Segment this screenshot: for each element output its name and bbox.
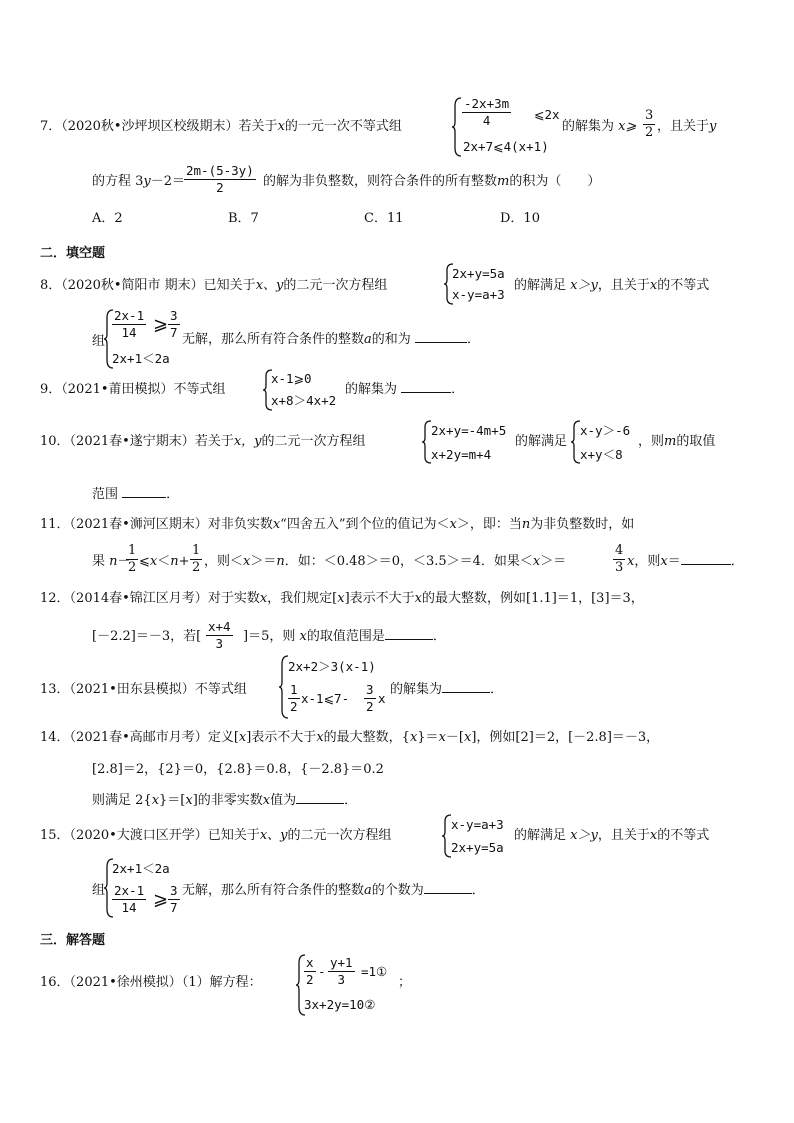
q13-answer-blank[interactable] bbox=[442, 692, 490, 693]
q14-answer-blank[interactable] bbox=[296, 803, 344, 804]
q7-ineq1-fraction: $\frac{-2x+3m}{4}$ bbox=[464, 96, 510, 128]
q8-eq2: x-y=a+3 bbox=[452, 287, 505, 302]
q9-tail: 的解集为 ． bbox=[345, 382, 465, 397]
section-fill-in: 二．填空题 bbox=[40, 246, 106, 261]
q8-line1-tail: 的解满足 x＞y，且关于x的不等式 bbox=[514, 278, 710, 293]
q16-y-plus-1-over-3: $\frac{y+1}{3}$ bbox=[330, 955, 353, 987]
q13-line: 13．（2021•田东县模拟）不等式组 bbox=[40, 682, 247, 697]
q11-answer-blank[interactable] bbox=[681, 564, 731, 565]
q16-x-over-2: $\frac{x}{2}$ bbox=[306, 955, 314, 987]
q7-ineq1-relation: ⩽2x bbox=[534, 107, 560, 122]
q16-line: 16．（2021•徐州模拟）（1）解方程： bbox=[40, 975, 262, 990]
q7-equation-fraction: $\frac{2m-(5-3y)}{2}$ bbox=[186, 163, 254, 195]
q10-line1: 10．（2021春•遂宁期末）若关于x，y的二元一次方程组 bbox=[40, 434, 366, 449]
q9-line: 9．（2021•莆田模拟）不等式组 bbox=[40, 382, 226, 397]
q7-ineq2: 2x+7⩽4(x+1) bbox=[463, 139, 549, 154]
q7-option-b[interactable]: B．7 bbox=[228, 211, 259, 226]
q8-zu: 组 bbox=[92, 334, 106, 349]
q12-line2-b: ]＝5，则 x的取值范围是 ． bbox=[243, 629, 446, 644]
q8-eq1: 2x+y=5a bbox=[452, 266, 505, 281]
q8-ineq1-relation: ⩾ bbox=[153, 314, 169, 335]
q11-line1: 11．（2021春•浉河区期末）对非负实数x“四舍五入”到个位的值记为＜x＞，即：当n为非负整数时，如 bbox=[40, 517, 635, 532]
q14-line2: [2.8]＝2，{2}＝0，{2.8}＝0.8，{－2.8}＝0.2 bbox=[92, 762, 384, 777]
q11-line2-c: ，则＜x＞＝n．如：＜0.48＞＝0，＜3.5＞＝4．如果＜x＞＝ bbox=[204, 554, 567, 569]
q7-option-d[interactable]: D．10 bbox=[500, 211, 540, 226]
q7-source: （2020秋•沙坪坝区校级期末） bbox=[61, 119, 239, 134]
q11-half-fraction-1: $\frac{1}{2}$ bbox=[128, 543, 137, 575]
q14-line1: 14．（2021春•高邮市月考）定义[x]表示不大于x的最大整数，{x}＝x－[x]，例如[2]＝2，[－2.8]＝－3， bbox=[40, 730, 660, 745]
q10-cond1: x-y＞-6 bbox=[580, 423, 631, 438]
q15-line1: 15．（2020•大渡口区开学）已知关于x、y的二元一次方程组 bbox=[40, 828, 392, 843]
q7-option-c[interactable]: C．11 bbox=[364, 211, 404, 226]
q7-line2-tail: 的解为非负整数，则符合条件的所有整数m的积为（ ） bbox=[263, 174, 601, 189]
q7-line1-end: ，且关于y bbox=[657, 119, 717, 134]
q7-number: 7． bbox=[40, 119, 62, 134]
q11-four-thirds-fraction: $\frac{4}{3}$ bbox=[615, 543, 624, 575]
q8-line2-tail: 无解，那么所有符合条件的整数a的和为 ． bbox=[182, 332, 480, 347]
q13-ineq2-mid: x-1⩽7- bbox=[301, 691, 350, 706]
q15-eq1: x-y=a+3 bbox=[451, 817, 504, 832]
q12-line2-a: [－2.2]＝－3，若[ bbox=[92, 629, 202, 644]
section-answer: 三．解答题 bbox=[40, 933, 106, 948]
q9-ineq1: x-1⩾0 bbox=[271, 371, 312, 386]
q10-cond2: x+y＜8 bbox=[580, 447, 623, 462]
q16-eq1-rhs: =1① bbox=[361, 964, 388, 979]
q13-tail: 的解集为 ． bbox=[390, 682, 504, 697]
q10-line1-tail: ，则m的取值 bbox=[638, 434, 716, 449]
q13-ineq2-tail: x bbox=[378, 691, 386, 706]
q13-ineq1: 2x+2＞3(x-1) bbox=[288, 659, 376, 674]
q8-ineq1-fraction: $\frac{2x-1}{14}$ bbox=[114, 308, 145, 340]
q15-line2-tail: 无解，那么所有符合条件的整数a的个数为 ． bbox=[182, 883, 485, 898]
q7-line2: 的方程 3y－2＝ bbox=[92, 174, 186, 189]
q10-eq1: 2x+y=-4m+5 bbox=[431, 423, 507, 438]
q12-line1: 12．（2014春•锦江区月考）对于实数x，我们规定[x]表示不大于x的最大整数，例如[1.1]＝1，[3]＝3， bbox=[40, 591, 644, 606]
q15-ineq2-right-fraction: $\frac{3}{7}$ bbox=[170, 883, 178, 915]
q15-ineq2-relation: ⩾ bbox=[153, 889, 169, 910]
q11-line2-b: ⩽x＜n+ bbox=[139, 554, 190, 569]
q8-line1: 8．（2020秋•简阳市 期末）已知关于x、y的二元一次方程组 bbox=[40, 278, 388, 293]
q12-answer-blank[interactable] bbox=[385, 639, 433, 640]
q8-ineq2: 2x+1＜2a bbox=[112, 351, 170, 366]
q10-mid: 的解满足 bbox=[515, 434, 568, 449]
q11-line2-d: x，则x＝ ． bbox=[627, 554, 744, 569]
q10-eq2: x+2y=m+4 bbox=[431, 447, 492, 462]
q15-ineq2-fraction: $\frac{2x-1}{14}$ bbox=[114, 883, 145, 915]
q10-line2: 范围 ． bbox=[92, 487, 180, 502]
q7-line1: 7．（2020秋•沙坪坝区校级期末）若关于x的一元一次不等式组 bbox=[40, 119, 402, 134]
q15-ineq1: 2x+1＜2a bbox=[112, 861, 170, 876]
q13-three-halves-fraction: $\frac{3}{2}$ bbox=[366, 682, 374, 714]
q16-semicolon: ； bbox=[398, 975, 412, 990]
q13-half-fraction: $\frac{1}{2}$ bbox=[290, 682, 298, 714]
q15-answer-blank[interactable] bbox=[424, 893, 472, 894]
q14-line3: 则满足 2{x}＝[x]的非零实数x值为 ． bbox=[92, 793, 358, 808]
q12-fraction: $\frac{x+4}{3}$ bbox=[208, 619, 231, 651]
q9-ineq2: x+8＞4x+2 bbox=[271, 393, 337, 408]
q7-solution-fraction: $\frac{3}{2}$ bbox=[645, 108, 654, 140]
q16-minus: - bbox=[318, 964, 326, 979]
q7-line1-tail: 的解集为 x⩾ bbox=[562, 119, 637, 134]
q10-answer-blank[interactable] bbox=[122, 497, 166, 498]
q8-answer-blank[interactable] bbox=[415, 342, 467, 343]
q11-half-fraction-2: $\frac{1}{2}$ bbox=[192, 543, 201, 575]
q16-eq2: 3x+2y=10② bbox=[304, 997, 376, 1012]
q15-zu: 组 bbox=[92, 883, 106, 898]
q15-line1-tail: 的解满足 x＞y，且关于x的不等式 bbox=[514, 828, 710, 843]
q7-option-a[interactable]: A．2 bbox=[92, 211, 123, 226]
q15-eq2: 2x+y=5a bbox=[451, 840, 504, 855]
q8-ineq1-right-fraction: $\frac{3}{7}$ bbox=[170, 308, 178, 340]
q11-line2-a: 果 n－ bbox=[92, 554, 131, 569]
q9-answer-blank[interactable] bbox=[401, 392, 451, 393]
